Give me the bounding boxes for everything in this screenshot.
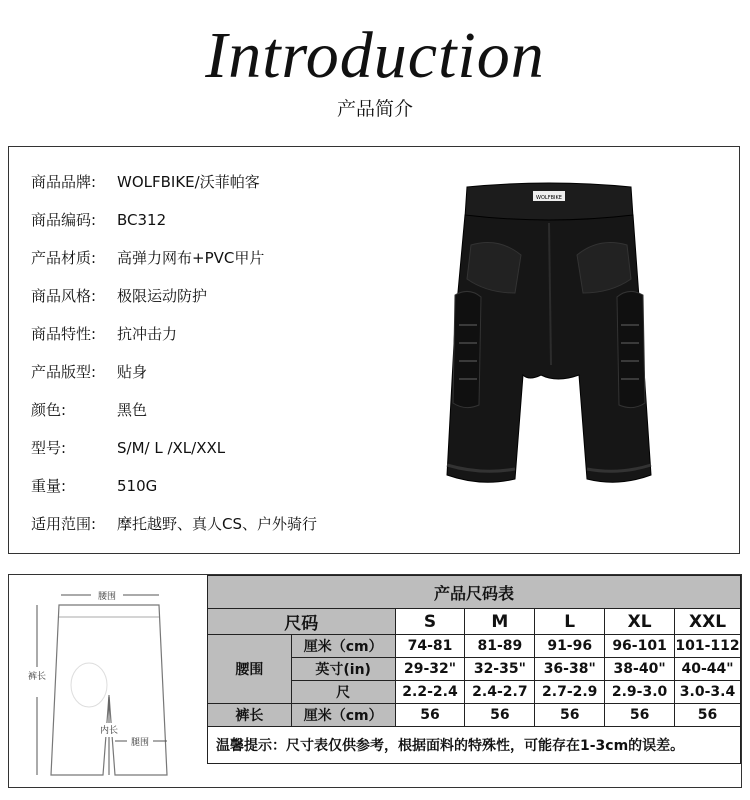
unit-cm: 厘米（cm）	[291, 635, 395, 658]
size-header: 尺码	[208, 609, 396, 635]
table-cell: 101-112	[675, 635, 741, 658]
diagram-waist-label: 腰围	[97, 592, 117, 602]
size-chart-panel	[8, 574, 742, 788]
size-l: L	[535, 609, 605, 635]
table-cell: 38-40"	[605, 658, 675, 681]
diagram-thigh-label: 腿围	[130, 738, 150, 748]
spec-model	[31, 437, 225, 459]
table-cell: 91-96	[535, 635, 605, 658]
table-cell: 2.4-2.7	[465, 681, 535, 704]
spec-value: S/M/ L /XL/XXL	[117, 439, 226, 457]
spec-label: 型号:	[31, 439, 67, 457]
table-cell: 40-44"	[675, 658, 741, 681]
table-cell: 2.2-2.4	[395, 681, 465, 704]
spec-label: 适用范围:	[31, 515, 97, 533]
table-cell: 2.9-3.0	[605, 681, 675, 704]
spec-fit	[31, 361, 147, 383]
table-cell: 56	[465, 704, 535, 727]
table-cell: 29-32"	[395, 658, 465, 681]
spec-label: 产品版型:	[31, 363, 97, 381]
size-measurement-diagram	[9, 575, 207, 787]
spec-label: 商品风格:	[31, 287, 97, 305]
unit-chi: 尺	[291, 681, 395, 704]
brand-logo: WOLFBIKE	[536, 195, 562, 201]
protective-shorts-image	[429, 175, 669, 545]
table-cell: 81-89	[465, 635, 535, 658]
spec-value: BC312	[117, 211, 167, 229]
spec-brand	[31, 171, 260, 193]
table-cell: 56	[395, 704, 465, 727]
size-xl: XL	[605, 609, 675, 635]
table-cell: 56	[675, 704, 741, 727]
unit-in: 英寸(in)	[291, 658, 395, 681]
table-cell: 96-101	[605, 635, 675, 658]
page-subtitle: 产品简介	[336, 98, 413, 120]
diagram-length-label: 裤长	[27, 672, 47, 682]
spec-value: 510G	[117, 477, 158, 495]
size-chart-title: 产品尺码表	[208, 576, 741, 609]
spec-usage	[31, 513, 317, 535]
diagram-inseam-label: 内长	[99, 726, 119, 736]
spec-color	[31, 399, 147, 421]
size-chart-table	[207, 575, 741, 764]
table-cell: 3.0-3.4	[675, 681, 741, 704]
product-info-panel	[8, 146, 740, 554]
size-m: M	[465, 609, 535, 635]
spec-value: 贴身	[117, 363, 148, 381]
spec-value: WOLFBIKE/沃菲帕客	[117, 173, 260, 191]
spec-label: 产品材质:	[31, 249, 97, 267]
size-s: S	[395, 609, 465, 635]
spec-label: 商品特性:	[31, 325, 97, 343]
table-cell: 56	[535, 704, 605, 727]
unit-cm: 厘米（cm）	[291, 704, 395, 727]
size-xxl: XXL	[675, 609, 741, 635]
size-note: 温馨提示：尺寸表仅供参考，根据面料的特殊性，可能存在1-3cm的误差。	[208, 727, 741, 764]
spec-feature	[31, 323, 177, 345]
spec-weight	[31, 475, 157, 497]
spec-material	[31, 247, 264, 269]
table-cell: 56	[605, 704, 675, 727]
spec-value: 黑色	[117, 401, 148, 419]
table-cell: 32-35"	[465, 658, 535, 681]
spec-value: 高弹力网布+PVC甲片	[117, 249, 265, 267]
page-title: Introduction	[205, 19, 545, 92]
waist-label: 腰围	[208, 635, 292, 704]
spec-label: 颜色:	[31, 401, 67, 419]
spec-value: 极限运动防护	[117, 287, 208, 305]
spec-value: 摩托越野、真人CS、户外骑行	[117, 515, 317, 533]
spec-code	[31, 209, 166, 231]
spec-label: 商品品牌:	[31, 173, 97, 191]
table-cell: 36-38"	[535, 658, 605, 681]
spec-label: 商品编码:	[31, 211, 97, 229]
spec-label: 重量:	[31, 477, 67, 495]
table-cell: 2.7-2.9	[535, 681, 605, 704]
spec-value: 抗冲击力	[117, 325, 178, 343]
length-label: 裤长	[208, 704, 292, 727]
spec-style	[31, 285, 207, 307]
table-cell: 74-81	[395, 635, 465, 658]
